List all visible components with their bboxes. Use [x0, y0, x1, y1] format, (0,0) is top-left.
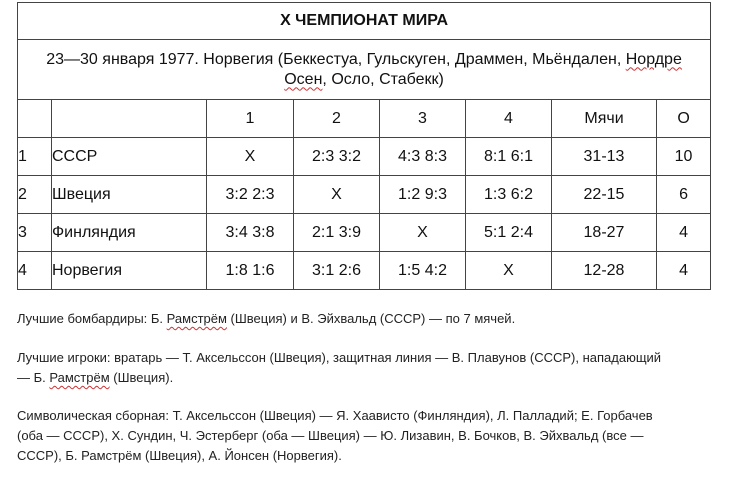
table-row: [18, 214, 711, 252]
players-name: Рамстрём: [49, 370, 110, 385]
scorers-text-a: Лучшие бомбардиры: Б.: [17, 311, 167, 326]
info-line2: , Осло, Стабекк): [322, 70, 444, 88]
row-num: 2: [18, 176, 52, 214]
row-result-2: 2:3 3:2: [294, 138, 380, 176]
row-result-3: 1:2 9:3: [380, 176, 466, 214]
row-result-4: X: [466, 252, 552, 290]
info-line1: 23—30 января 1977. Норвегия (Беккестуа, Гульскуген, Драммен, Мьёндален,: [46, 50, 626, 68]
table-row: [18, 252, 711, 290]
header-empty-num: [18, 100, 52, 138]
info-nordre: Нордре: [625, 50, 682, 68]
results-table: [17, 2, 711, 290]
row-result-2: 2:1 3:9: [294, 214, 380, 252]
row-points: 4: [657, 252, 711, 290]
row-goals: 12-28: [552, 252, 657, 290]
players-text-b: — Б.: [17, 370, 50, 385]
row-num: 4: [18, 252, 52, 290]
header-col-3: 3: [380, 100, 466, 138]
row-team: Финляндия: [52, 214, 207, 252]
row-result-1: 3:4 3:8: [207, 214, 294, 252]
allstar-line-3: СССР), Б. Рамстрём (Швеция), А. Йонсен (Норвегия).: [17, 448, 342, 463]
row-goals: 18-27: [552, 214, 657, 252]
scorers-text-b: (Швеция) и В. Эйхвальд (СССР) — по 7 мячей.: [226, 311, 516, 326]
row-result-3: 1:5 4:2: [380, 252, 466, 290]
row-team: Швеция: [52, 176, 207, 214]
row-team: Норвегия: [52, 252, 207, 290]
header-empty-team: [52, 100, 207, 138]
row-result-2: X: [294, 176, 380, 214]
row-result-2: 3:1 2:6: [294, 252, 380, 290]
row-num: 1: [18, 138, 52, 176]
table-title: X ЧЕМПИОНАТ МИРА: [18, 3, 711, 40]
row-result-4: 1:3 6:2: [466, 176, 552, 214]
players-line-1: Лучшие игроки: вратарь — Т. Аксельссон (Швеция), защитная линия — В. Плавунов (СССР), нападающий: [17, 350, 662, 365]
table-row: [18, 138, 711, 176]
allstar-line-2: (оба — СССР), Х. Сундин, Ч. Эстерберг (оба — Швеция) — Ю. Лизавин, В. Бочков, В. Эйхвальд (все —: [17, 428, 644, 443]
header-col-2: 2: [294, 100, 380, 138]
row-result-3: 4:3 8:3: [380, 138, 466, 176]
row-points: 10: [657, 138, 711, 176]
row-goals: 22-15: [552, 176, 657, 214]
tournament-info: [18, 40, 711, 100]
row-result-4: 5:1 2:4: [466, 214, 552, 252]
players-text-c: (Швеция).: [109, 370, 174, 385]
allstar-line-1: Символическая сборная: Т. Аксельссон (Швеция) — Я. Хаависто (Финляндия), Л. Палладий; Е. Горбачев: [17, 408, 653, 423]
header-col-4: 4: [466, 100, 552, 138]
header-row: [18, 100, 711, 138]
row-num: 3: [18, 214, 52, 252]
row-goals: 31-13: [552, 138, 657, 176]
row-result-3: X: [380, 214, 466, 252]
row-team: СССР: [52, 138, 207, 176]
all-star-team-note: [17, 406, 717, 466]
scorers-name: Рамстрём: [166, 311, 227, 326]
table-row: [18, 176, 711, 214]
header-goals: Мячи: [552, 100, 657, 138]
top-scorers-note: [17, 309, 717, 329]
header-col-1: 1: [207, 100, 294, 138]
header-points: О: [657, 100, 711, 138]
row-points: 6: [657, 176, 711, 214]
row-result-1: 1:8 1:6: [207, 252, 294, 290]
row-result-1: 3:2 2:3: [207, 176, 294, 214]
info-osen: Осен: [284, 70, 323, 88]
best-players-note: [17, 348, 717, 388]
row-result-1: X: [207, 138, 294, 176]
row-result-4: 8:1 6:1: [466, 138, 552, 176]
row-points: 4: [657, 214, 711, 252]
